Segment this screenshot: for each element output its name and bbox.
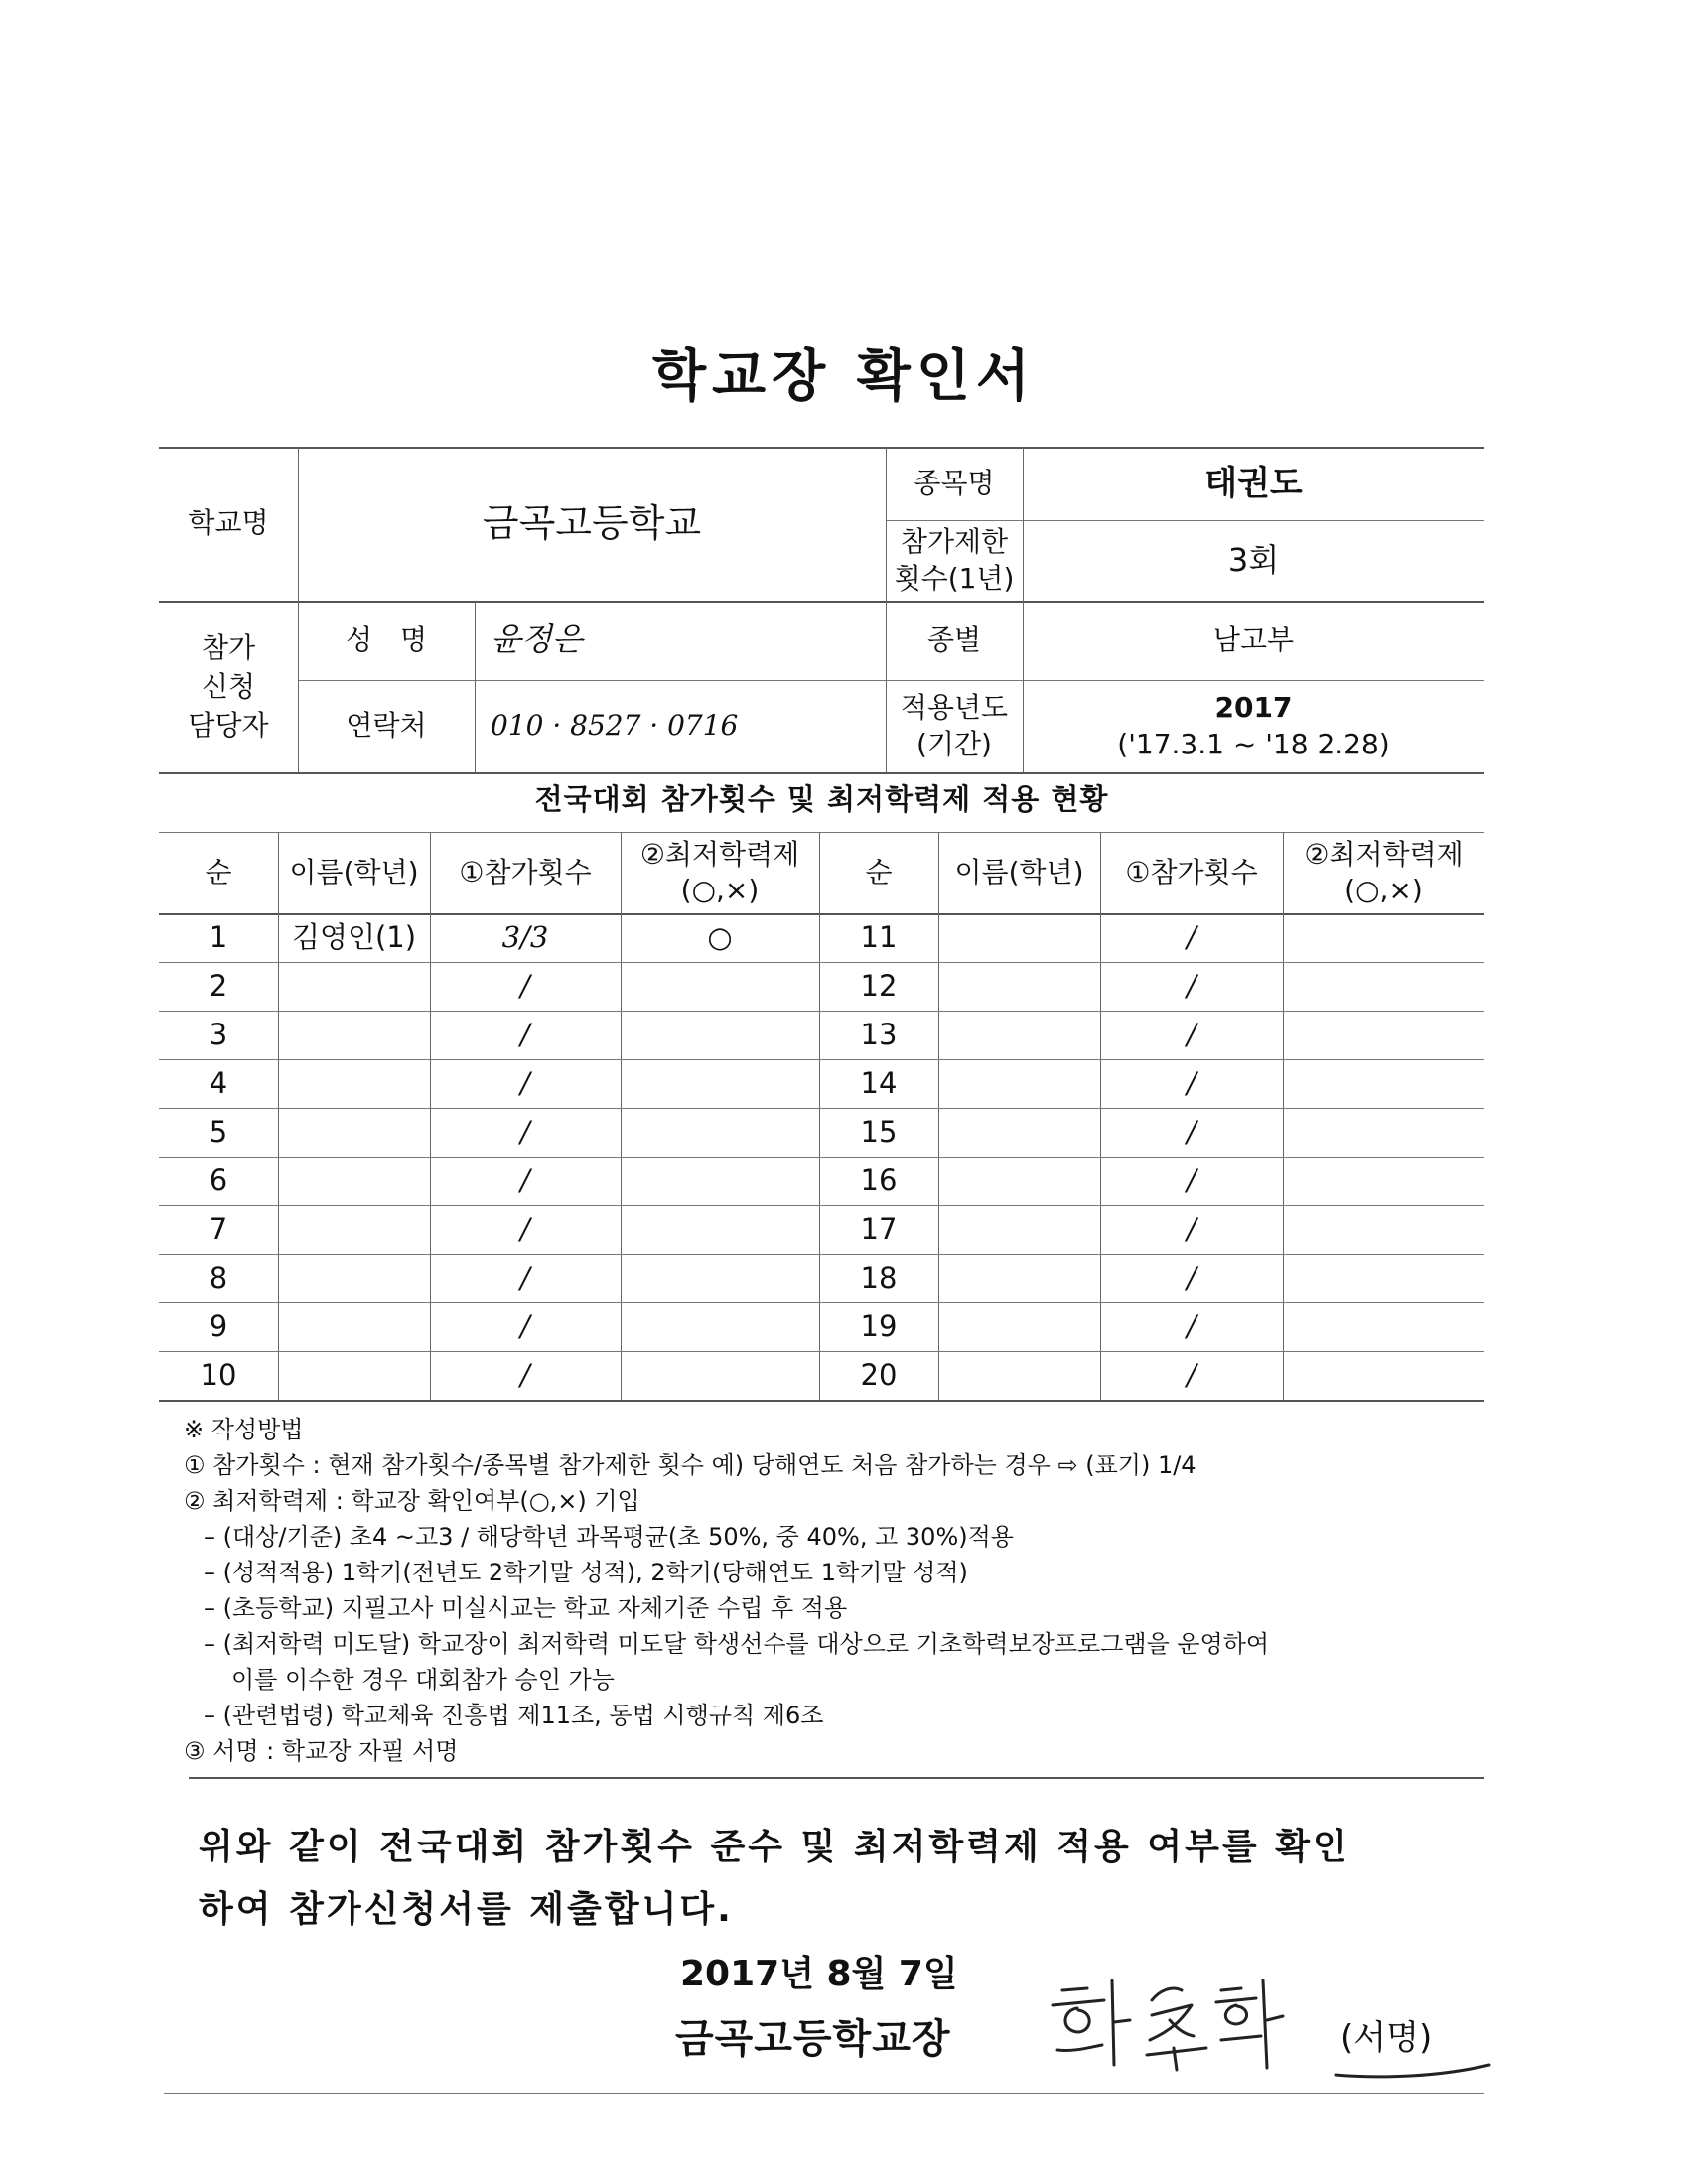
table-cell-count: / [1187,968,1196,1003]
instructions-line: – (성적적용) 1학기(전년도 2학기말 성적), 2학기(당해연도 1학기말 성적) [204,1559,968,1586]
table-cell-count: / [1187,1211,1196,1246]
header-min-score [1283,832,1484,913]
table-cell-count: 3/3 [501,919,549,954]
table-cell-seq: 18 [860,1260,898,1295]
table-cell-min [1283,1108,1484,1157]
school-name-value: 금곡고등학교 [482,500,702,545]
instructions-heading: ※ 작성방법 [184,1416,304,1443]
contact-value: 010 · 8527 · 0716 [491,709,739,743]
table-cell-count: / [520,968,530,1003]
table-cell-name [938,962,1100,1011]
table-cell-count: / [520,1017,530,1051]
header-min-score-line2: (○,×) [1344,874,1423,906]
table-cell-seq: 1 [209,919,228,954]
table-cell-name [278,1011,430,1059]
division-value: 남고부 [1212,622,1295,656]
table-cell-seq: 16 [860,1162,898,1197]
applicant-name-value: 윤정은 [491,620,583,659]
table-cell-seq: 20 [860,1357,898,1392]
table-cell-min [621,1351,819,1400]
rule [159,1400,1484,1402]
table-cell-seq: 4 [209,1065,228,1100]
table-cell-name [278,1108,430,1157]
table-cell-name [278,962,430,1011]
table-cell-seq: 9 [209,1308,228,1343]
instructions-line: – (초등학교) 지필고사 미실시교는 학교 자체기준 수립 후 적용 [204,1594,848,1622]
applicant-label-line3: 담당자 [188,709,269,743]
school-name-label: 학교명 [188,506,269,540]
table-cell-count: / [1187,1357,1196,1392]
table-cell-min [1283,1059,1484,1108]
table-cell-min [1283,962,1484,1011]
applicant-name-label: 성 명 [345,622,428,656]
header-min-score-line2: (○,×) [680,874,760,906]
year-label-line1: 적용년도 [900,691,1009,725]
table-cell-min [1283,1254,1484,1302]
year-value-year: 2017 [1214,691,1293,725]
header-min-score-line1: ②최저학력제 [1304,837,1464,871]
table-cell-min [1283,1205,1484,1254]
table-cell-count: / [1187,1017,1196,1051]
table-cell-min: ○ [707,919,733,954]
table-cell-count: / [1187,1162,1196,1197]
table-cell-seq: 6 [209,1162,228,1197]
table-cell-min [1283,1351,1484,1400]
table-cell-min [621,1011,819,1059]
instructions-line: – (최저학력 미도달) 학교장이 최저학력 미도달 학생선수를 대상으로 기초학력보장프로그램을 운영하여 [204,1630,1270,1658]
table-cell-seq: 3 [209,1017,228,1051]
table-cell-min [1283,1157,1484,1205]
table-cell-count: / [1187,1114,1196,1149]
instructions-line: – (대상/기준) 초4 ~고3 / 해당학년 과목평균(초 50%, 중 40%, 고 30%)적용 [204,1523,1014,1551]
table-cell-seq: 11 [860,919,898,954]
table-cell-seq: 19 [860,1308,898,1343]
rule [164,2093,1484,2094]
table-cell-name [278,1351,430,1400]
header-min-score [621,832,819,913]
table-cell-count: / [1187,1260,1196,1295]
table-cell-name [938,1011,1100,1059]
applicant-label-line2: 신청 [201,669,256,703]
header-seq: 순 [865,855,893,888]
table-cell-name [278,1254,430,1302]
principal-title: 금곡고등학교장 [675,2016,951,2062]
participation-limit-label [886,520,1023,601]
participation-limit-label-line1: 참가제한 [900,525,1009,559]
year-label-line2: (기간) [916,727,992,760]
document-title: 학교장 확인서 [651,344,1037,409]
instructions-line: ② 최저학력제 : 학교장 확인여부(○,×) 기입 [184,1487,640,1515]
instructions-line: ① 참가횟수 : 현재 참가횟수/종목별 참가제한 횟수 예) 당해연도 처음 참가하는 경우 ⇨ (표기) 1/4 [184,1451,1196,1479]
table-cell-seq: 12 [860,968,898,1003]
table-cell-min [1283,1302,1484,1351]
table-cell-min [621,1108,819,1157]
instructions-line: 이를 이수한 경우 대회참가 승인 가능 [231,1666,615,1694]
header-min-score-line1: ②최저학력제 [639,837,800,871]
table-cell-seq: 13 [860,1017,898,1051]
header-seq: 순 [205,855,232,888]
table-cell-name [938,1157,1100,1205]
table-cell-count: / [520,1162,530,1197]
year-value [1023,680,1484,772]
declaration-line1: 위와 같이 전국대회 참가횟수 준수 및 최저학력제 적용 여부를 확인 [199,1827,1350,1867]
table-cell-name [938,1205,1100,1254]
table-cell-count: / [520,1114,530,1149]
table-cell-name: 김영인(1) [291,919,417,954]
instructions [184,1412,1504,1769]
table-cell-seq: 14 [860,1065,898,1100]
rule [189,1777,1484,1779]
instructions-line: – (관련법령) 학교체육 진흥법 제11조, 동법 시행규칙 제6조 [204,1702,824,1729]
table-cell-count: / [520,1211,530,1246]
table-cell-min [621,1302,819,1351]
table-cell-count: / [520,1260,530,1295]
table-cell-count: / [1187,1308,1196,1343]
table-cell-seq: 7 [209,1211,228,1246]
table-cell-min [621,1205,819,1254]
table-cell-name [938,1108,1100,1157]
table-cell-name [938,1351,1100,1400]
year-label [886,680,1023,772]
contact-label: 연락처 [346,709,427,743]
header-name: 이름(학년) [954,855,1084,888]
division-label: 종별 [926,622,982,656]
year-value-period: ('17.3.1 ~ '18 2.28) [1117,727,1390,760]
applicant-label-line1: 참가 [201,630,256,664]
table-cell-name [938,1254,1100,1302]
table-cell-min [621,1254,819,1302]
table-cell-count: / [1187,919,1196,954]
table-cell-seq: 5 [209,1114,228,1149]
event-label: 종목명 [914,466,995,499]
table-cell-name [938,913,1100,962]
header-count: ①참가횟수 [459,855,592,888]
table-cell-name [278,1302,430,1351]
table-cell-min [621,1157,819,1205]
table-cell-name [938,1059,1100,1108]
submission-date: 2017년 8월 7일 [680,1954,958,1994]
instructions-line: ③ 서명 : 학교장 자필 서명 [184,1737,459,1765]
table-cell-seq: 8 [209,1260,228,1295]
table-cell-name [278,1059,430,1108]
table-cell-seq: 15 [860,1114,898,1149]
table-cell-name [938,1302,1100,1351]
table-cell-min [621,1059,819,1108]
table-cell-count: / [520,1357,530,1392]
header-count: ①참가횟수 [1125,855,1258,888]
participation-limit-label-line2: 횟수(1년) [894,561,1015,595]
table-cell-min [1283,1011,1484,1059]
applicant-label [159,601,298,772]
header-name: 이름(학년) [289,855,419,888]
table-cell-seq: 17 [860,1211,898,1246]
participation-limit-value: 3회 [1227,540,1280,579]
table-cell-count: / [520,1065,530,1100]
table-cell-min [1283,913,1484,962]
table-cell-count: / [1187,1065,1196,1100]
declaration-line2: 하여 참가신청서를 제출합니다. [199,1889,734,1930]
event-value: 태권도 [1204,463,1303,503]
signature [1033,1961,1321,2080]
section-title: 전국대회 참가횟수 및 최저학력제 적용 현황 [534,781,1109,816]
table-cell-name [278,1157,430,1205]
signature-label: (서명) [1340,2018,1433,2058]
table-cell-count: / [520,1308,530,1343]
table-cell-min [621,962,819,1011]
table-cell-name [278,1205,430,1254]
table-cell-seq: 2 [209,968,228,1003]
table-cell-seq: 10 [200,1357,237,1392]
